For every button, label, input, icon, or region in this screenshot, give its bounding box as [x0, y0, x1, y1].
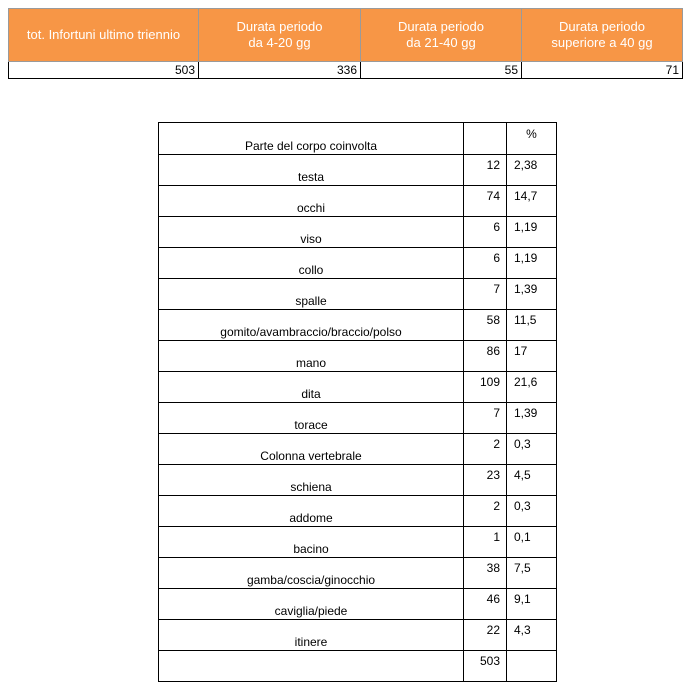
body-part-count: 23	[464, 465, 507, 496]
table-row	[159, 589, 557, 620]
body-part-percent: 0,3	[507, 496, 557, 527]
summary-value-21-40: 55	[361, 62, 522, 79]
table-row	[159, 372, 557, 403]
table-row	[159, 341, 557, 372]
summary-header-total-label: tot. Infortuni ultimo triennio	[26, 27, 181, 42]
body-parts-table	[158, 122, 557, 682]
body-part-name: collo	[159, 248, 464, 279]
summary-value-over-40: 71	[522, 62, 683, 79]
summary-header-line: Durata periodo	[559, 19, 645, 34]
body-part-name: viso	[159, 217, 464, 248]
body-part-count: 7	[464, 403, 507, 434]
summary-header-4-20	[199, 9, 361, 62]
total-label	[159, 651, 464, 682]
total-row	[159, 651, 557, 682]
table-row	[159, 310, 557, 341]
summary-header-row	[9, 9, 683, 62]
summary-header-line: Durata periodo	[236, 19, 323, 34]
body-part-name: caviglia/piede	[159, 589, 464, 620]
summary-header-line: superiore a 40 gg	[551, 35, 653, 50]
body-part-name: mano	[159, 341, 464, 372]
summary-value-4-20: 336	[199, 62, 361, 79]
body-parts-header-count	[464, 123, 507, 155]
table-row	[159, 155, 557, 186]
body-part-percent: 0,1	[507, 527, 557, 558]
body-part-name: bacino	[159, 527, 464, 558]
total-percent	[507, 651, 557, 682]
table-row	[159, 279, 557, 310]
body-part-percent: 1,39	[507, 279, 557, 310]
summary-header-line: Durata periodo	[398, 19, 484, 34]
table-row	[159, 434, 557, 465]
body-part-percent: 17	[507, 341, 557, 372]
body-part-name: dita	[159, 372, 464, 403]
summary-table	[8, 8, 683, 79]
body-parts-header-percent: %	[507, 123, 557, 155]
table-row	[159, 620, 557, 651]
table-row	[159, 217, 557, 248]
body-part-count: 7	[464, 279, 507, 310]
body-part-count: 86	[464, 341, 507, 372]
body-parts-header-label: Parte del corpo coinvolta	[159, 123, 464, 155]
body-part-percent: 0,3	[507, 434, 557, 465]
body-part-percent: 21,6	[507, 372, 557, 403]
body-part-count: 1	[464, 527, 507, 558]
body-part-name: testa	[159, 155, 464, 186]
table-row	[159, 527, 557, 558]
body-part-count: 22	[464, 620, 507, 651]
body-part-percent: 1,19	[507, 217, 557, 248]
table-row	[159, 558, 557, 589]
body-part-count: 12	[464, 155, 507, 186]
summary-header-total	[9, 9, 199, 62]
summary-values-row	[9, 62, 683, 79]
body-part-name: occhi	[159, 186, 464, 217]
body-part-percent: 4,5	[507, 465, 557, 496]
body-part-name: gamba/coscia/ginocchio	[159, 558, 464, 589]
body-part-name: Colonna vertebrale	[159, 434, 464, 465]
body-part-count: 38	[464, 558, 507, 589]
summary-header-21-40	[361, 9, 522, 62]
body-part-name: itinere	[159, 620, 464, 651]
body-part-name: gomito/avambraccio/braccio/polso	[159, 310, 464, 341]
total-count: 503	[464, 651, 507, 682]
body-part-percent: 4,3	[507, 620, 557, 651]
table-row	[159, 248, 557, 279]
table-row	[159, 496, 557, 527]
body-part-count: 2	[464, 496, 507, 527]
body-part-count: 74	[464, 186, 507, 217]
body-part-name: schiena	[159, 465, 464, 496]
summary-header-line: da 21-40 gg	[406, 35, 476, 50]
body-part-name: spalle	[159, 279, 464, 310]
body-part-count: 6	[464, 217, 507, 248]
body-part-count: 46	[464, 589, 507, 620]
body-part-count: 109	[464, 372, 507, 403]
body-part-percent: 9,1	[507, 589, 557, 620]
body-part-name: addome	[159, 496, 464, 527]
body-part-percent: 1,19	[507, 248, 557, 279]
body-part-count: 6	[464, 248, 507, 279]
body-part-percent: 11,5	[507, 310, 557, 341]
body-part-name: torace	[159, 403, 464, 434]
body-part-percent: 14,7	[507, 186, 557, 217]
summary-value-total: 503	[9, 62, 199, 79]
summary-header-line: da 4-20 gg	[248, 35, 311, 50]
body-part-percent: 2,38	[507, 155, 557, 186]
body-part-count: 2	[464, 434, 507, 465]
summary-header-over-40	[522, 9, 683, 62]
table-row	[159, 186, 557, 217]
table-row	[159, 403, 557, 434]
body-part-percent: 1,39	[507, 403, 557, 434]
body-part-count: 58	[464, 310, 507, 341]
body-parts-header-row	[159, 123, 557, 155]
table-row	[159, 465, 557, 496]
body-part-percent: 7,5	[507, 558, 557, 589]
